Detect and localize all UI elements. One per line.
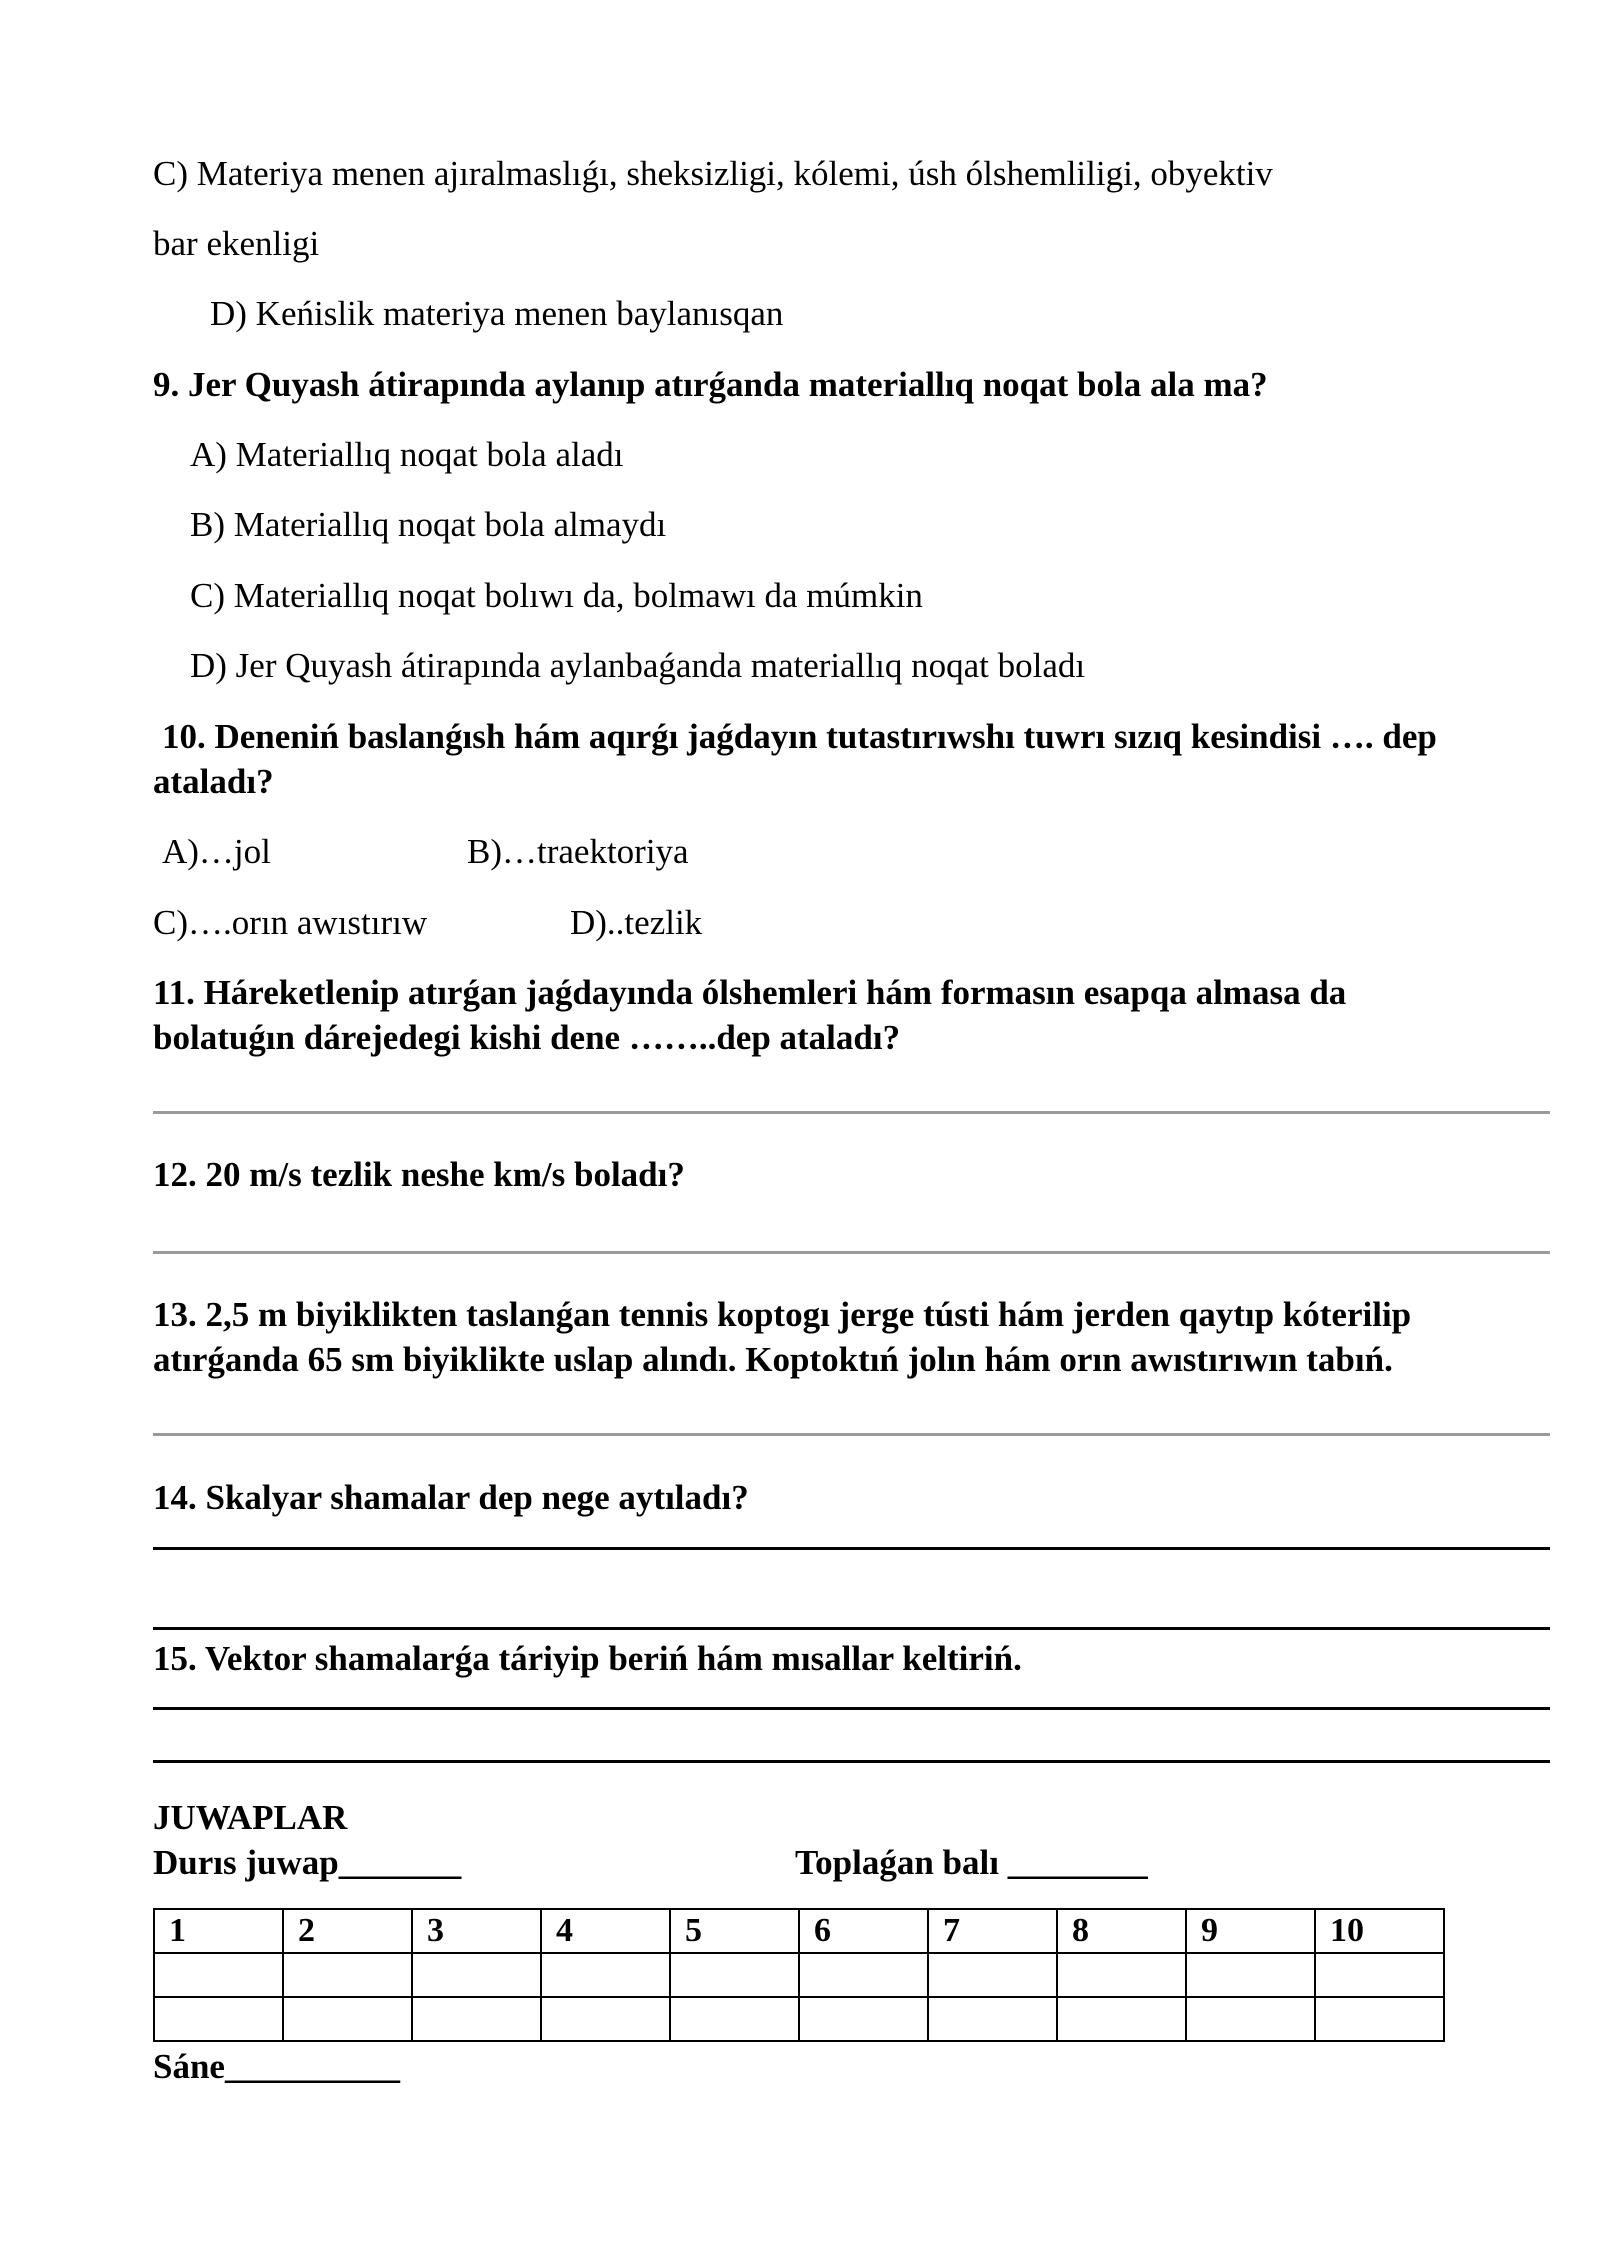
answer-col-header: 2: [283, 1909, 412, 1953]
answer-cell[interactable]: [283, 1953, 412, 1997]
answer-table-row: [154, 1997, 1444, 2041]
answers-heading: JUWAPLAR: [153, 1798, 348, 1837]
q10-question-line1: 10. Deneniń baslanǵısh hám aqırǵı jaǵdayın tutastırıwshı tuwrı sızıq kesindisi …. dep: [162, 717, 1437, 756]
answer-col-header: 1: [154, 1909, 283, 1953]
answer-cell[interactable]: [928, 1997, 1057, 2041]
q14-question: 14. Skalyar shamalar dep nege aytıladı?: [153, 1478, 749, 1517]
answer-cell[interactable]: [670, 1953, 799, 1997]
answer-cell[interactable]: [283, 1997, 412, 2041]
answer-cell[interactable]: [670, 1997, 799, 2041]
answer-cell[interactable]: [154, 1953, 283, 1997]
answer-col-header: 4: [541, 1909, 670, 1953]
q9-option-c: C) Materiallıq noqat bolıwı da, bolmawı da múmkin: [190, 576, 923, 615]
correct-answers-label: Durıs juwap_______: [153, 1843, 462, 1882]
q8-option-d: D) Keńislik materiya menen baylanısqan: [210, 294, 784, 333]
q13-question-line1: 13. 2,5 m biyiklikten taslanǵan tennis koptogı jerge tústi hám jerden qaytıp kóterilip: [153, 1295, 1412, 1334]
score-label: Toplaǵan balı ________: [795, 1843, 1148, 1882]
answer-col-header: 9: [1186, 1909, 1315, 1953]
q14-answer-line-1[interactable]: [153, 1547, 1550, 1550]
q11-question-line2: bolatuǵın dárejedegi kishi dene ……..dep ataladı?: [153, 1018, 901, 1057]
answer-cell[interactable]: [154, 1997, 283, 2041]
answer-table-header-row: [154, 1909, 1444, 1953]
answer-cell[interactable]: [1315, 1953, 1444, 1997]
q11-question-line1: 11. Háreketlenip atırǵan jaǵdayında ólshemleri hám formasın esapqa almasa da: [153, 973, 1347, 1012]
answer-col-header: 3: [412, 1909, 541, 1953]
q15-question: 15. Vektor shamalarǵa táriyip beriń hám mısallar keltiriń.: [153, 1639, 1022, 1678]
answer-cell[interactable]: [1186, 1953, 1315, 1997]
answer-col-header: 10: [1315, 1909, 1444, 1953]
answer-col-header: 5: [670, 1909, 799, 1953]
q9-option-b: B) Materiallıq noqat bola almaydı: [190, 505, 667, 544]
answer-cell[interactable]: [928, 1953, 1057, 1997]
answer-cell[interactable]: [1057, 1953, 1186, 1997]
q10-option-b: B)…traektoriya: [467, 832, 689, 871]
answer-cell[interactable]: [799, 1953, 928, 1997]
q9-option-a: A) Materiallıq noqat bola aladı: [190, 435, 624, 474]
q15-answer-line-2[interactable]: [153, 1760, 1550, 1763]
date-label: Sáne__________: [153, 2047, 400, 2086]
answer-cell[interactable]: [541, 1997, 670, 2041]
answer-cell[interactable]: [1315, 1997, 1444, 2041]
q9-question: 9. Jer Quyash átirapında aylanıp atırǵanda materiallıq noqat bola ala ma?: [153, 365, 1268, 404]
q8-option-c-line2: bar ekenligi: [153, 224, 320, 263]
q11-answer-line[interactable]: [153, 1111, 1550, 1114]
answer-cell[interactable]: [799, 1997, 928, 2041]
q12-answer-line[interactable]: [153, 1251, 1550, 1254]
answer-cell[interactable]: [1057, 1997, 1186, 2041]
answer-cell[interactable]: [541, 1953, 670, 1997]
q10-option-d: D)..tezlik: [570, 903, 703, 942]
answer-cell[interactable]: [412, 1953, 541, 1997]
q10-question-line2: ataladı?: [153, 762, 274, 801]
answer-cell[interactable]: [1186, 1997, 1315, 2041]
q9-option-d: D) Jer Quyash átirapında aylanbaǵanda materiallıq noqat boladı: [190, 646, 1086, 685]
answer-table-row: [154, 1953, 1444, 1997]
q10-option-a: A)…jol: [162, 832, 271, 871]
answer-col-header: 7: [928, 1909, 1057, 1953]
answer-col-header: 8: [1057, 1909, 1186, 1953]
q13-answer-line[interactable]: [153, 1433, 1550, 1436]
q15-answer-line-1[interactable]: [153, 1707, 1550, 1710]
q14-answer-line-2[interactable]: [153, 1627, 1550, 1630]
answer-table: [153, 1908, 1445, 2042]
q8-option-c-line1: C) Materiya menen ajıralmaslıǵı, sheksizligi, kólemi, úsh ólshemliligi, obyektiv: [153, 154, 1273, 193]
q13-question-line2: atırǵanda 65 sm biyiklikte uslap alındı. Koptoktıń jolın hám orın awıstırıwın tabıń.: [153, 1340, 1393, 1379]
answer-cell[interactable]: [412, 1997, 541, 2041]
q10-option-c: C)….orın awıstırıw: [153, 903, 428, 942]
answer-col-header: 6: [799, 1909, 928, 1953]
q12-question: 12. 20 m/s tezlik neshe km/s boladı?: [153, 1155, 685, 1194]
